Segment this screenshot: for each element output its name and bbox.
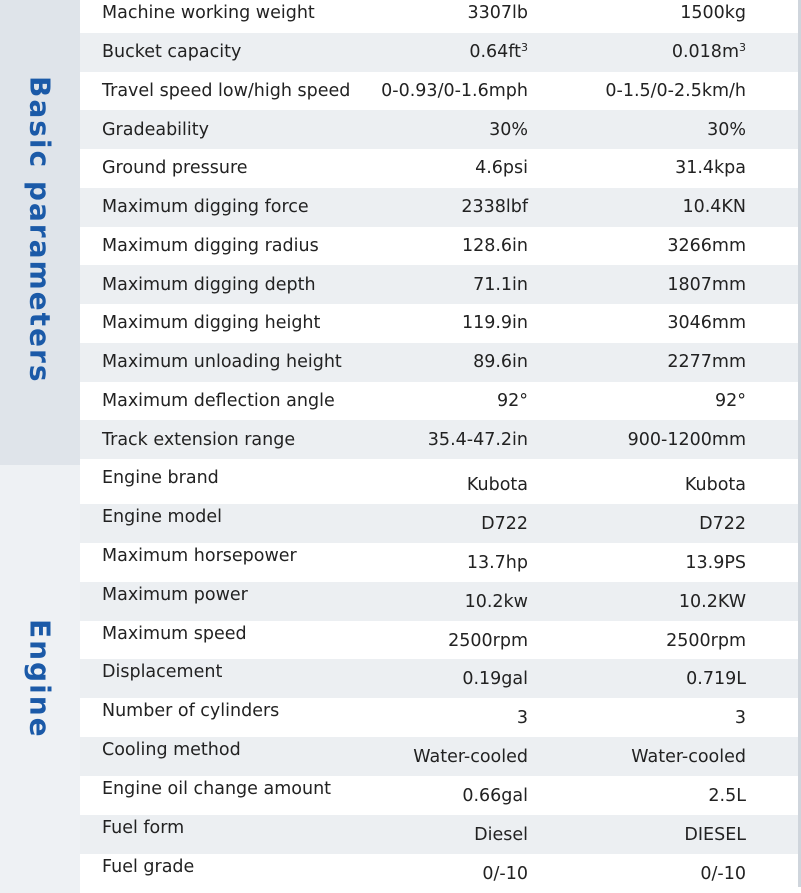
value-text: 1500kg	[680, 3, 746, 24]
spec-metric-value	[666, 631, 746, 651]
value-text: 900-1200mm	[627, 429, 746, 450]
spec-metric-value	[628, 430, 746, 450]
spec-metric-value	[707, 120, 746, 140]
spec-imperial-value	[467, 553, 528, 573]
spec-name: Bucket capacity	[102, 42, 242, 63]
value-text: 0.64ft	[469, 42, 521, 63]
value-text: 3	[516, 708, 528, 729]
spec-metric-value	[675, 158, 746, 178]
spec-metric-value	[700, 864, 746, 884]
spec-row	[80, 815, 801, 854]
spec-row	[80, 582, 801, 621]
value-text: Water-cooled	[413, 747, 528, 768]
value-text: 30%	[489, 119, 528, 140]
spec-row	[80, 543, 801, 582]
spec-name: Engine oil change amount	[102, 779, 332, 800]
value-text: 2.5L	[708, 786, 746, 807]
spec-imperial-value	[462, 786, 528, 806]
value-text: 35.4-47.2in	[427, 429, 528, 450]
spec-metric-value	[672, 42, 746, 62]
spec-row	[80, 776, 801, 815]
value-text: 0.719L	[686, 669, 746, 690]
spec-imperial-value	[497, 391, 528, 411]
spec-imperial-value	[381, 81, 528, 101]
spec-name: Maximum digging radius	[102, 235, 319, 256]
value-text: Water-cooled	[631, 747, 746, 768]
engine-side-panel	[0, 465, 80, 893]
spec-rows	[80, 0, 801, 459]
spec-name: Maximum deflection angle	[102, 390, 335, 411]
spec-name: Fuel form	[102, 818, 185, 839]
spec-metric-value	[684, 825, 746, 845]
spec-name: Engine brand	[102, 468, 219, 488]
value-text: 10.2KW	[678, 591, 746, 612]
spec-row	[80, 265, 801, 304]
spec-name: Machine working weight	[102, 3, 315, 24]
value-text: DIESEL	[684, 825, 746, 846]
spec-metric-value	[679, 592, 746, 612]
value-text: 0.66gal	[462, 786, 528, 807]
spec-imperial-value	[413, 747, 528, 767]
engine-section	[0, 465, 801, 893]
spec-name: Maximum digging depth	[102, 274, 316, 295]
spec-imperial-value	[462, 313, 528, 333]
value-text: 128.6in	[461, 235, 528, 256]
unit-exponent: 3	[521, 41, 528, 55]
spec-metric-value	[682, 197, 746, 217]
value-text: 89.6in	[473, 352, 528, 373]
spec-name: Maximum unloading height	[102, 352, 342, 373]
spec-name: Fuel grade	[102, 856, 195, 877]
spec-imperial-value	[428, 430, 528, 450]
value-text: 31.4kpa	[675, 158, 746, 179]
spec-imperial-value	[461, 197, 528, 217]
value-text: 0-0.93/0-1.6mph	[381, 80, 528, 101]
spec-row	[80, 0, 801, 33]
spec-imperial-value	[448, 631, 528, 651]
spec-metric-value	[605, 81, 746, 101]
spec-metric-value	[680, 3, 746, 23]
spec-imperial-value	[469, 42, 528, 62]
spec-imperial-value	[517, 708, 528, 728]
value-text: 4.6psi	[475, 158, 528, 179]
spec-row	[80, 504, 801, 543]
value-text: 0-1.5/0-2.5km/h	[605, 80, 746, 101]
value-text: 0.018m	[671, 42, 739, 63]
spec-row	[80, 621, 801, 660]
spec-metric-value	[667, 275, 746, 295]
spec-imperial-value	[474, 825, 528, 845]
value-text: 0.19gal	[462, 669, 528, 690]
spec-imperial-value	[475, 158, 528, 178]
value-text: 3266mm	[667, 235, 746, 256]
value-text: 2500rpm	[666, 630, 746, 651]
spec-name: Engine model	[102, 506, 223, 527]
spec-name: Travel speed low/high speed	[102, 80, 351, 101]
spec-row	[80, 737, 801, 776]
basic-parameters-side-panel	[0, 0, 80, 465]
value-text: 1807mm	[667, 274, 746, 295]
spec-metric-value	[708, 786, 746, 806]
spec-name: Cooling method	[102, 740, 241, 761]
value-text: 2500rpm	[448, 630, 528, 651]
spec-imperial-value	[462, 669, 528, 689]
value-text: 3	[734, 708, 746, 729]
value-text: D722	[699, 513, 746, 534]
value-text: 71.1in	[473, 274, 528, 295]
spec-imperial-value	[465, 592, 528, 612]
spec-imperial-value	[473, 275, 528, 295]
section-title: Basic parameters	[23, 75, 57, 384]
value-text: 92°	[714, 390, 746, 411]
value-text: 10.4KN	[682, 197, 746, 218]
value-text: Kubota	[466, 475, 528, 495]
spec-row	[80, 698, 801, 737]
value-text: 10.2kw	[464, 591, 528, 612]
value-text: 13.9PS	[685, 552, 746, 573]
spec-imperial-value	[462, 236, 528, 256]
spec-imperial-value	[481, 514, 528, 534]
value-text: D722	[481, 513, 528, 534]
spec-name: Maximum horsepower	[102, 545, 297, 566]
spec-row	[80, 465, 801, 504]
spec-name: Maximum digging force	[102, 197, 309, 218]
spec-metric-value	[735, 708, 746, 728]
spec-row	[80, 149, 801, 188]
spec-row	[80, 382, 801, 421]
value-text: 30%	[707, 119, 746, 140]
value-text: Diesel	[474, 825, 528, 846]
spec-metric-value	[667, 236, 746, 256]
section-title: Engine	[23, 619, 57, 739]
value-text: 0/-10	[700, 863, 746, 884]
unit-exponent: 3	[739, 41, 746, 55]
spec-row	[80, 188, 801, 227]
spec-metric-value	[631, 747, 746, 767]
value-text: 3046mm	[667, 313, 746, 334]
spec-metric-value	[686, 669, 746, 689]
spec-metric-value	[699, 514, 746, 534]
value-text: 2277mm	[667, 352, 746, 373]
spec-row	[80, 110, 801, 149]
spec-metric-value	[715, 391, 746, 411]
spec-imperial-value	[467, 475, 528, 495]
value-text: 0/-10	[482, 863, 528, 884]
spec-name: Track extension range	[102, 429, 296, 450]
spec-name: Displacement	[102, 662, 223, 683]
spec-row	[80, 343, 801, 382]
spec-metric-value	[667, 352, 746, 372]
spec-row	[80, 659, 801, 698]
spec-name: Ground pressure	[102, 158, 248, 179]
spec-row	[80, 420, 801, 459]
spec-name: Number of cylinders	[102, 701, 280, 722]
spec-row	[80, 227, 801, 266]
spec-name: Maximum speed	[102, 623, 247, 644]
spec-metric-value	[685, 475, 746, 495]
value-text: 13.7hp	[466, 552, 528, 573]
spec-name: Maximum digging height	[102, 313, 321, 334]
spec-name: Gradeability	[102, 119, 209, 140]
value-text: 119.9in	[461, 313, 528, 334]
spec-rows	[80, 465, 801, 893]
spec-imperial-value	[473, 352, 528, 372]
spec-imperial-value	[482, 864, 528, 884]
value-text: 3307lb	[467, 3, 528, 24]
spec-imperial-value	[489, 120, 528, 140]
spec-name: Maximum power	[102, 584, 248, 605]
spec-row	[80, 304, 801, 343]
spec-metric-value	[685, 553, 746, 573]
spec-imperial-value	[467, 3, 528, 23]
value-text: 2338lbf	[461, 197, 528, 218]
value-text: Kubota	[684, 475, 746, 495]
spec-row	[80, 72, 801, 111]
value-text: 92°	[496, 390, 528, 411]
spec-row	[80, 33, 801, 72]
spec-metric-value	[667, 313, 746, 333]
